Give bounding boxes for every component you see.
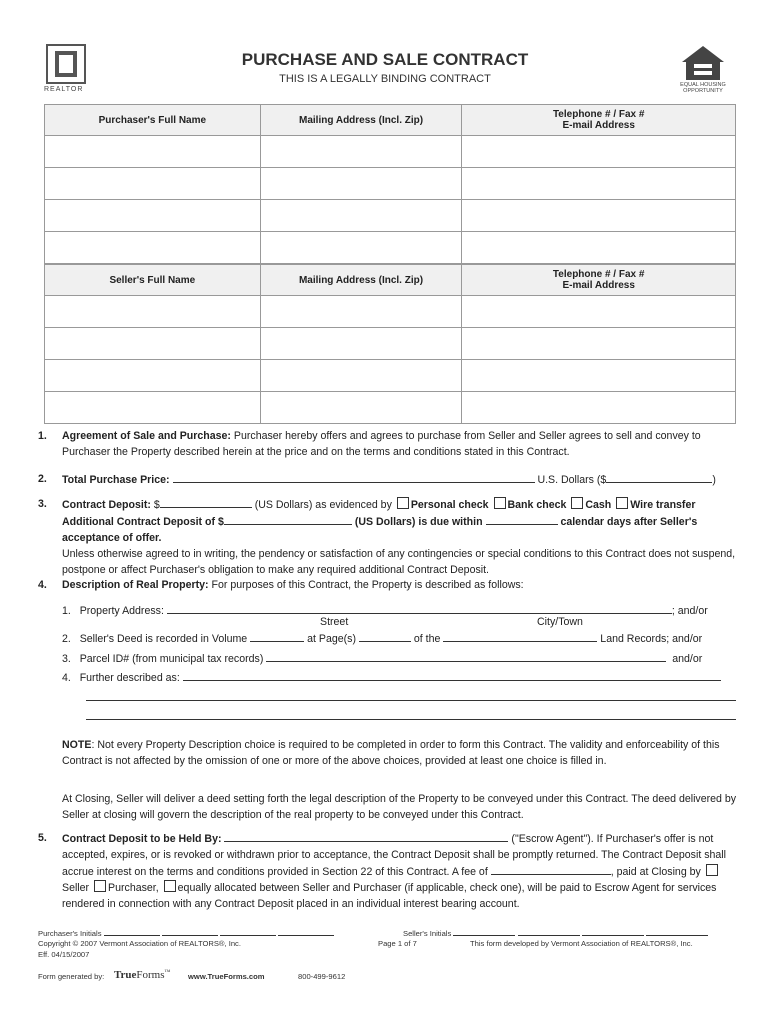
purchaser-contact-header: Telephone # / Fax # E-mail Address (462, 105, 736, 136)
section-2-number: 2. (38, 473, 47, 485)
section-3-heading: Contract Deposit: (62, 499, 151, 511)
purchaser-initials-field-2[interactable] (162, 928, 218, 936)
table-cell[interactable] (462, 296, 736, 328)
section-5-text: not accepted, expires, or is revoked or withdrawn prior to acceptance, the Contract Deposit shall be promptly returned. The Contract Deposit shall accrue interest on the terms and conditions provided in Section 22 of this Contract. A fee of (62, 833, 727, 878)
page-title: PURCHASE AND SALE CONTRACT (241, 50, 529, 69)
brand-true: True (114, 969, 137, 981)
table-cell[interactable] (260, 360, 462, 392)
table-cell[interactable] (260, 296, 462, 328)
table-cell[interactable] (45, 360, 261, 392)
additional-deposit-field[interactable] (224, 513, 352, 525)
purchase-price-numeric-field[interactable] (606, 471, 712, 483)
effective-date: Eff. 04/15/2007 (38, 950, 90, 959)
equal-housing-caption: EQUAL HOUSING OPPORTUNITY (680, 82, 726, 94)
section-1 (62, 428, 738, 460)
additional-deposit-label: Additional Contract Deposit of $ (62, 516, 224, 528)
due-days-field[interactable] (486, 513, 558, 525)
deed-row (62, 630, 738, 647)
table-cell[interactable] (462, 360, 736, 392)
purchaser-name-header: Purchaser's Full Name (45, 105, 261, 136)
deed-of-label: of the (413, 633, 441, 645)
further-described-label: Further described as: (79, 672, 180, 684)
note-label: NOTE (62, 739, 92, 751)
acceptance-label: acceptance of offer. (62, 532, 162, 544)
table-cell[interactable] (260, 392, 462, 424)
further-described-row (62, 669, 738, 686)
street-caption: Street (320, 616, 349, 628)
cash-checkbox[interactable] (571, 497, 583, 509)
item-3-number: 3. (62, 653, 71, 665)
table-cell[interactable] (260, 328, 462, 360)
fee-field[interactable] (491, 863, 611, 875)
seller-label: Seller (62, 882, 90, 894)
section-3-text: Unless otherwise agreed to in writing, the pendency or satisfaction of any contingencies or special conditions to this Contract does not suspend, postpone or affect Purchaser's obligation to make any required additional Contract Deposit. (62, 548, 736, 576)
table-cell[interactable] (45, 232, 261, 264)
table-cell[interactable] (45, 200, 261, 232)
note-paragraph (62, 737, 738, 769)
purchase-price-field[interactable] (173, 471, 535, 483)
section-5-heading: Contract Deposit to be Held By: (62, 833, 222, 845)
item-4-number: 4. (62, 672, 71, 684)
parcel-row (62, 650, 738, 667)
page-subtitle: THIS IS A LEGALLY BINDING CONTRACT (279, 73, 491, 85)
table-cell[interactable] (45, 136, 261, 168)
paid-by-label: paid at Closing by (616, 866, 701, 878)
section-3 (62, 496, 738, 578)
further-described-line-3[interactable] (86, 719, 736, 720)
developed-by-text: This form developed by Vermont Association of REALTORS®, Inc. (470, 939, 693, 948)
table-cell[interactable] (462, 200, 736, 232)
section-4-heading: Description of Real Property: (62, 579, 209, 591)
table-cell[interactable] (462, 392, 736, 424)
parcel-id-field[interactable] (266, 650, 666, 662)
bank-check-label: Bank check (507, 499, 567, 511)
usd-label: U.S. Dollars ($ (537, 474, 607, 486)
section-1-heading: Agreement of Sale and Purchase: (62, 430, 231, 442)
city-town-caption: City/Town (537, 616, 583, 628)
realtor-logo-caption: REALTOR (44, 86, 84, 93)
bank-check-checkbox[interactable] (494, 497, 506, 509)
purchaser-table (44, 104, 736, 264)
section-4-number: 4. (38, 579, 47, 591)
copyright-text: Copyright © 2007 Vermont Association of REALTORS®, Inc. (38, 939, 241, 948)
closing-paragraph: At Closing, Seller will deliver a deed setting forth the legal description of the Property to be conveyed under this Contract. The deed delivered by Seller at closing will govern the description of the real property to be conveyed under this Contract. (62, 793, 737, 821)
section-3-number: 3. (38, 498, 47, 510)
table-cell[interactable] (45, 392, 261, 424)
seller-table (44, 264, 736, 424)
further-described-field[interactable] (183, 669, 721, 681)
wire-transfer-label: Wire transfer (630, 499, 696, 511)
table-cell[interactable] (462, 136, 736, 168)
brand-forms: Forms (136, 969, 165, 981)
note-text: : Not every Property Description choice is required to be completed in order to form this Contract. The validity and enforceability of this Contract is not affected by the omission of one or more of the above choices, provided at least one choice is filled in. (62, 739, 720, 767)
parcel-and-or-label: and/or (672, 653, 703, 665)
generated-by-label: Form generated by: (38, 972, 105, 981)
section-5 (62, 830, 738, 912)
purchaser-checkbox[interactable] (94, 880, 106, 892)
purchaser-initials-field-1[interactable] (104, 928, 160, 936)
property-address-field[interactable] (167, 602, 672, 614)
seller-checkbox[interactable] (706, 864, 718, 876)
section-5-text-2: to Escrow Agent for services rendered in connection with any Contract Deposit placed in an individual interest bearing account. (62, 882, 717, 910)
seller-initials-field-3[interactable] (582, 928, 644, 936)
table-cell[interactable] (462, 232, 736, 264)
section-1-number: 1. (38, 430, 47, 442)
purchaser-address-header: Mailing Address (Incl. Zip) (260, 105, 462, 136)
equally-label: equally allocated between Seller and Purchaser (if applicable, check one), will be paid (177, 882, 580, 894)
deed-volume-label: Seller's Deed is recorded in Volume (79, 633, 248, 645)
fee-comma: , (610, 866, 614, 878)
and-or-label: ; and/or (671, 605, 708, 617)
property-address-label: Property Address: (79, 605, 164, 617)
section-4-intro: For purposes of this Contract, the Property is described as follows: (211, 579, 524, 591)
section-2-heading: Total Purchase Price: (62, 474, 170, 486)
usd-close: ) (712, 474, 716, 486)
personal-check-label: Personal check (410, 499, 489, 511)
item-1-number: 1. (62, 605, 71, 617)
purchaser-initials-field-4[interactable] (278, 928, 334, 936)
seller-contact-header: Telephone # / Fax # E-mail Address (462, 265, 736, 296)
equally-checkbox[interactable] (164, 880, 176, 892)
table-cell[interactable] (45, 328, 261, 360)
section-1-text: Purchaser hereby offers and agrees to purchase from Seller and Seller agrees to sell and convey to Purchaser the Property described herein at the price and on the terms and conditions stated in this Contract. (62, 430, 701, 458)
section-2 (62, 471, 738, 488)
purchaser-initials (38, 928, 334, 938)
table-cell[interactable] (45, 296, 261, 328)
seller-name-header: Seller's Full Name (45, 265, 261, 296)
wire-transfer-checkbox[interactable] (616, 497, 628, 509)
section-4-heading-line (62, 577, 738, 593)
table-cell[interactable] (260, 168, 462, 200)
land-records-field[interactable] (443, 630, 597, 642)
section-5-number: 5. (38, 832, 47, 844)
seller-initials-field-4[interactable] (646, 928, 708, 936)
trueforms-logo: TrueForms™ (114, 969, 171, 981)
property-address-row (62, 602, 738, 619)
escrow-agent-label: ("Escrow Agent"). If Purchaser's offer is (511, 833, 696, 845)
table-cell[interactable] (260, 136, 462, 168)
calendar-days-label: calendar days after Seller's (560, 516, 698, 528)
deed-page-label: at Page(s) (307, 633, 356, 645)
trueforms-phone: 800-499-9612 (298, 972, 346, 981)
seller-initials-label: Seller's Initials (403, 929, 452, 938)
table-cell[interactable] (462, 168, 736, 200)
page-number: Page 1 of 7 (378, 939, 417, 948)
further-described-line-2[interactable] (86, 700, 736, 701)
table-cell[interactable] (260, 200, 462, 232)
seller-initials (403, 928, 708, 938)
seller-address-header: Mailing Address (Incl. Zip) (260, 265, 462, 296)
purchaser-initials-field-3[interactable] (220, 928, 276, 936)
due-within-label: (US Dollars) is due within (354, 516, 483, 528)
table-cell[interactable] (45, 168, 261, 200)
purchaser-label: Purchaser, (108, 882, 159, 894)
purchaser-initials-label: Purchaser's Initials (38, 929, 102, 938)
personal-check-checkbox[interactable] (397, 497, 409, 509)
item-2-number: 2. (62, 633, 71, 645)
table-cell[interactable] (462, 328, 736, 360)
evidenced-label: (US Dollars) as evidenced by (254, 499, 392, 511)
table-cell[interactable] (260, 232, 462, 264)
seller-initials-field-1[interactable] (453, 928, 515, 936)
escrow-agent-field[interactable] (224, 830, 508, 842)
dollar-sign: $ (153, 499, 160, 511)
deed-page-field[interactable] (359, 630, 411, 642)
deed-volume-field[interactable] (250, 630, 304, 642)
land-records-label: Land Records; and/or (600, 633, 703, 645)
cash-label: Cash (585, 499, 612, 511)
trueforms-website-link[interactable]: www.TrueForms.com (188, 972, 265, 981)
seller-initials-field-2[interactable] (518, 928, 580, 936)
deposit-amount-field[interactable] (160, 496, 252, 508)
parcel-id-label: Parcel ID# (from municipal tax records) (79, 653, 264, 665)
